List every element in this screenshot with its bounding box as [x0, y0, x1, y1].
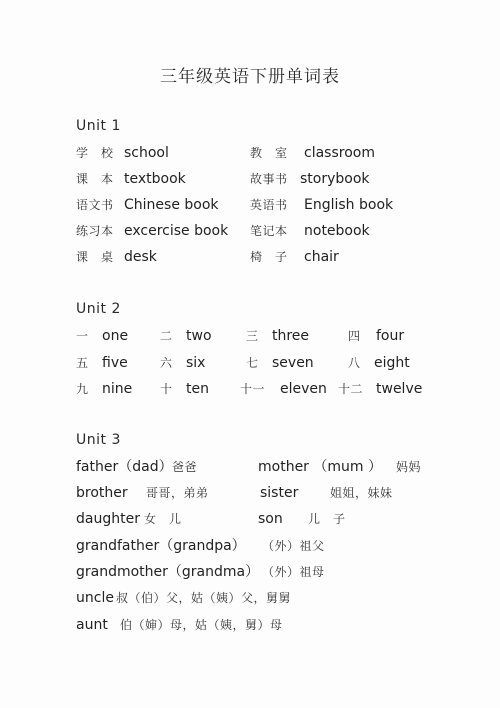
- unit1-en-right: notebook: [304, 223, 370, 239]
- unit3-cn: 爸爸: [172, 460, 198, 474]
- unit3-en: son: [258, 511, 283, 527]
- unit2-row: [0, 378, 500, 400]
- unit2-en: nine: [102, 381, 133, 397]
- unit3-heading: Unit 3: [76, 432, 121, 448]
- unit1-en-left: desk: [124, 249, 157, 265]
- unit3-en: brother: [76, 485, 128, 501]
- unit2-en: two: [186, 328, 212, 344]
- unit1-cn-left: 学 校: [76, 146, 114, 160]
- unit2-cn: 八: [348, 356, 361, 370]
- unit3-en: aunt: [76, 617, 108, 633]
- unit2-cn: 九: [76, 382, 89, 396]
- unit2-en: six: [186, 355, 206, 371]
- unit1-cn-left: 语文书: [76, 198, 114, 212]
- unit3-cn: （外）祖母: [262, 565, 325, 579]
- unit2-en: ten: [186, 381, 209, 397]
- unit3-cn: 儿 子: [308, 512, 346, 526]
- unit3-row: [0, 561, 500, 583]
- unit2-row: [0, 352, 500, 374]
- unit2-cn: 三: [246, 329, 259, 343]
- unit3-en: mother （mum ）: [258, 459, 382, 475]
- unit1-row: [0, 194, 500, 216]
- unit1-en-left: Chinese book: [124, 197, 219, 213]
- unit3-cn: 伯（婶）母，姑（姨，舅）母: [120, 618, 283, 632]
- unit3-en: father（dad）: [76, 459, 173, 475]
- unit3-row: [0, 482, 500, 504]
- unit1-en-right: storybook: [300, 171, 370, 187]
- unit3-row: [0, 587, 500, 609]
- unit3-row: [0, 614, 500, 636]
- unit3-en: sister: [260, 485, 299, 501]
- unit2-cn: 六: [160, 356, 173, 370]
- unit2-cn: 五: [76, 356, 89, 370]
- unit1-en-right: chair: [304, 249, 339, 265]
- unit1-cn-right: 教 室: [250, 146, 288, 160]
- unit1-en-left: excercise book: [124, 223, 229, 239]
- unit3-cn: 姐姐，妹妹: [330, 486, 393, 500]
- unit3-en: daughter: [76, 511, 140, 527]
- unit2-cn: 十二: [338, 382, 364, 396]
- unit1-cn-left: 课 桌: [76, 250, 114, 264]
- unit2-en: eleven: [280, 381, 327, 397]
- unit1-cn-right: 英语书: [250, 198, 288, 212]
- unit3-cn: 妈妈: [396, 460, 422, 474]
- unit1-cn-right: 故事书: [250, 172, 288, 186]
- unit2-cn: 一: [76, 329, 89, 343]
- unit2-cn: 四: [348, 329, 361, 343]
- unit2-cn: 七: [246, 356, 259, 370]
- unit3-row: [0, 508, 500, 530]
- unit3-cn: 哥哥，弟弟: [146, 486, 209, 500]
- unit3-en: grandmother（grandma）: [76, 564, 260, 580]
- unit2-row: [0, 325, 500, 347]
- page-title: 三年级英语下册单词表: [160, 67, 340, 87]
- unit1-en-right: English book: [304, 197, 394, 213]
- unit2-cn: 二: [160, 329, 173, 343]
- unit1-cn-right: 笔记本: [250, 224, 288, 238]
- unit2-heading: Unit 2: [76, 301, 121, 317]
- unit1-row: [0, 142, 500, 164]
- unit3-en: grandfather（grandpa）: [76, 538, 246, 554]
- unit2-en: one: [102, 328, 129, 344]
- unit2-cn: 十: [160, 382, 173, 396]
- unit2-en: three: [272, 328, 310, 344]
- unit2-en: five: [102, 355, 128, 371]
- unit1-heading: Unit 1: [76, 118, 121, 134]
- unit2-en: four: [376, 328, 405, 344]
- unit1-en-left: school: [124, 145, 169, 161]
- unit2-en: eight: [374, 355, 410, 371]
- unit2-en: twelve: [376, 381, 423, 397]
- unit3-row: [0, 456, 500, 478]
- unit1-en-left: textbook: [124, 171, 186, 187]
- unit3-cn: 女 儿: [144, 512, 182, 526]
- unit1-row: [0, 246, 500, 268]
- unit1-row: [0, 220, 500, 242]
- unit3-row: [0, 535, 500, 557]
- unit1-row: [0, 168, 500, 190]
- unit1-en-right: classroom: [304, 145, 375, 161]
- unit3-cn: 叔（伯）父，姑（姨）父，舅舅: [116, 591, 292, 605]
- unit3-cn: （外）祖父: [262, 539, 325, 553]
- unit2-en: seven: [272, 355, 314, 371]
- unit1-cn-left: 练习本: [76, 224, 114, 238]
- unit3-en: uncle: [76, 590, 114, 606]
- unit1-cn-left: 课 本: [76, 172, 114, 186]
- unit1-cn-right: 椅 子: [250, 250, 288, 264]
- unit2-cn: 十一: [240, 382, 266, 396]
